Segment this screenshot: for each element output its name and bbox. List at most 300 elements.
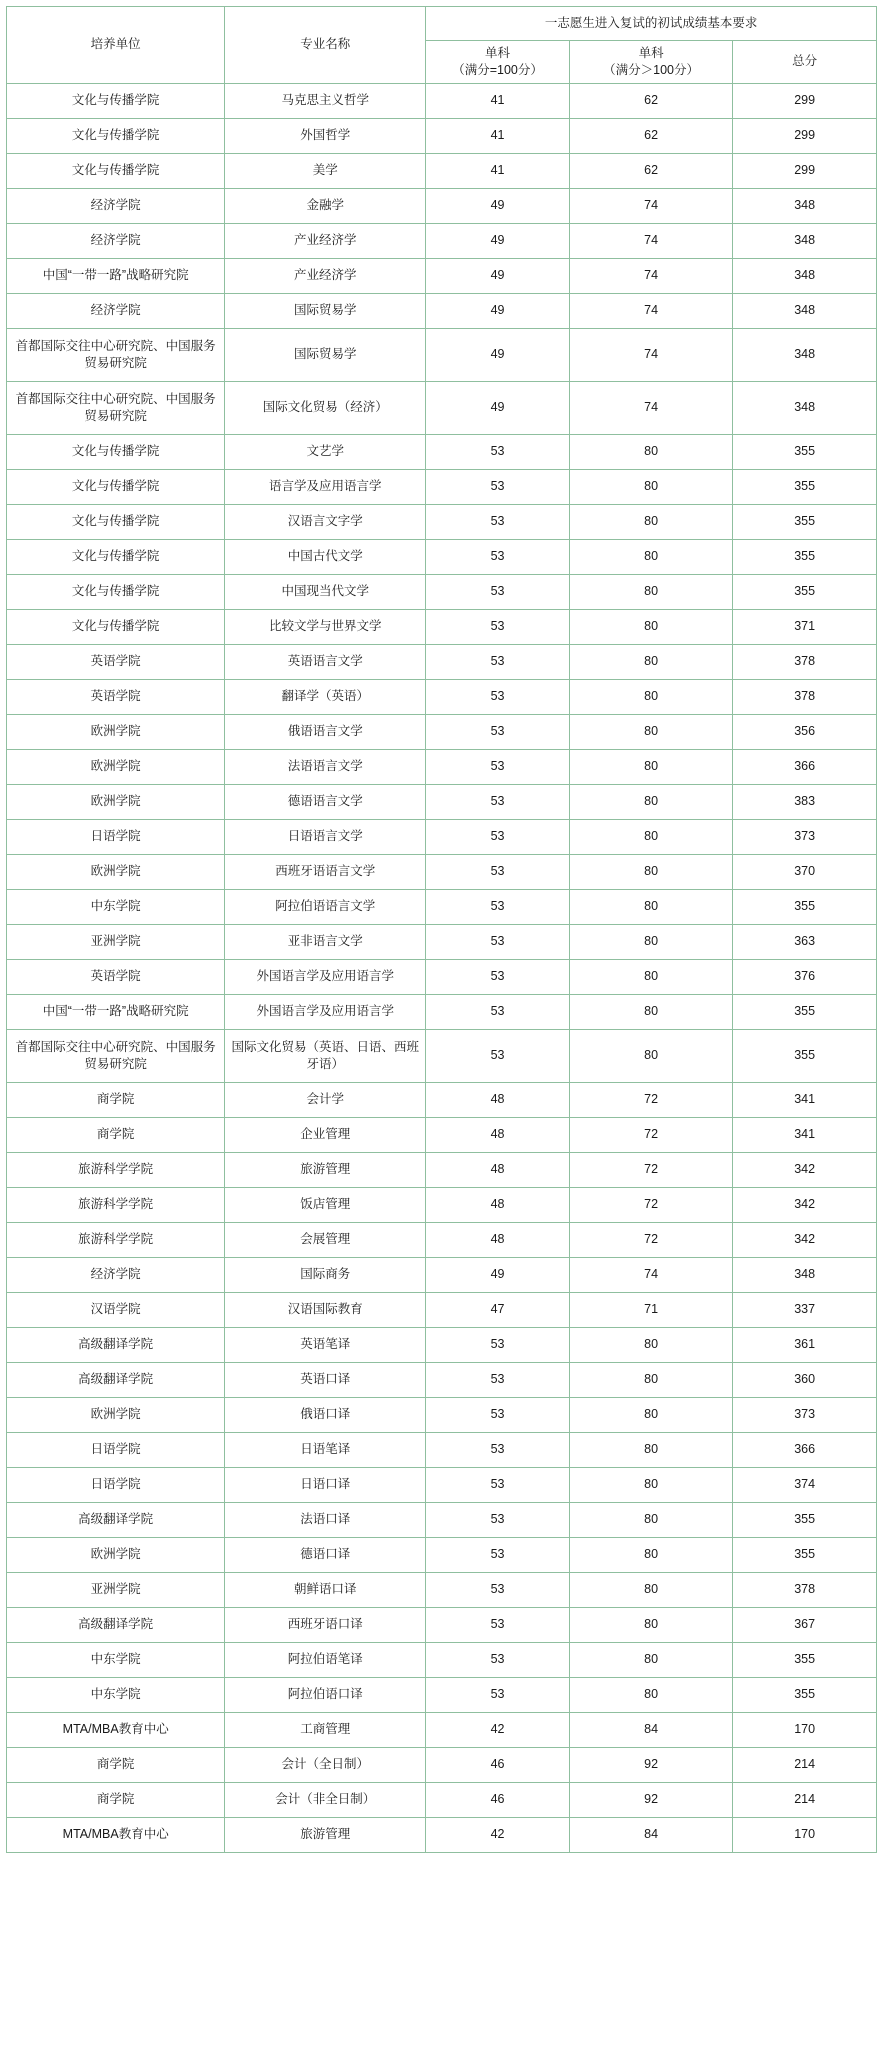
cell-single-subject-over-100: 80	[569, 994, 732, 1029]
table-row	[7, 1117, 877, 1152]
table-row	[7, 223, 877, 258]
cell-single-subject-100: 53	[426, 784, 570, 819]
cell-total: 341	[733, 1082, 877, 1117]
cell-total: 214	[733, 1747, 877, 1782]
table-row	[7, 1677, 877, 1712]
cell-unit: 经济学院	[7, 293, 225, 328]
cell-single-subject-100: 49	[426, 328, 570, 381]
cell-total: 214	[733, 1782, 877, 1817]
table-row	[7, 1327, 877, 1362]
cell-single-subject-over-100: 80	[569, 644, 732, 679]
cell-single-subject-100: 49	[426, 1257, 570, 1292]
cell-unit: 欧洲学院	[7, 784, 225, 819]
cell-single-subject-over-100: 80	[569, 574, 732, 609]
cell-major: 国际文化贸易（英语、日语、西班牙语）	[225, 1029, 426, 1082]
table-row	[7, 381, 877, 434]
cell-single-subject-over-100: 74	[569, 188, 732, 223]
cell-unit: 英语学院	[7, 959, 225, 994]
cell-single-subject-100: 53	[426, 539, 570, 574]
cell-total: 371	[733, 609, 877, 644]
cell-single-subject-over-100: 80	[569, 784, 732, 819]
cell-unit: 英语学院	[7, 644, 225, 679]
table-row	[7, 574, 877, 609]
cell-total: 342	[733, 1187, 877, 1222]
score-requirements-table	[6, 6, 877, 1853]
cell-total: 373	[733, 819, 877, 854]
cell-major: 国际贸易学	[225, 293, 426, 328]
table-body	[7, 83, 877, 1852]
cell-major: 企业管理	[225, 1117, 426, 1152]
cell-single-subject-over-100: 80	[569, 434, 732, 469]
cell-single-subject-over-100: 80	[569, 1677, 732, 1712]
cell-total: 373	[733, 1397, 877, 1432]
table-row	[7, 258, 877, 293]
table-row	[7, 1222, 877, 1257]
table-row	[7, 1712, 877, 1747]
cell-major: 翻译学（英语）	[225, 679, 426, 714]
cell-unit: 文化与传播学院	[7, 574, 225, 609]
cell-single-subject-100: 53	[426, 644, 570, 679]
cell-major: 国际商务	[225, 1257, 426, 1292]
cell-unit: 高级翻译学院	[7, 1607, 225, 1642]
cell-major: 朝鲜语口译	[225, 1572, 426, 1607]
cell-single-subject-over-100: 80	[569, 959, 732, 994]
cell-single-subject-100: 41	[426, 118, 570, 153]
table-row	[7, 1152, 877, 1187]
cell-single-subject-100: 53	[426, 1029, 570, 1082]
cell-single-subject-over-100: 80	[569, 679, 732, 714]
cell-major: 马克思主义哲学	[225, 83, 426, 118]
cell-unit: 欧洲学院	[7, 1397, 225, 1432]
cell-single-subject-100: 48	[426, 1152, 570, 1187]
cell-total: 348	[733, 293, 877, 328]
cell-single-subject-100: 49	[426, 258, 570, 293]
cell-major: 西班牙语语言文学	[225, 854, 426, 889]
cell-single-subject-over-100: 62	[569, 83, 732, 118]
cell-single-subject-100: 53	[426, 1397, 570, 1432]
cell-unit: 旅游科学学院	[7, 1222, 225, 1257]
cell-single-subject-100: 53	[426, 854, 570, 889]
table-row	[7, 1817, 877, 1852]
cell-single-subject-100: 53	[426, 994, 570, 1029]
cell-single-subject-100: 53	[426, 959, 570, 994]
cell-single-subject-100: 42	[426, 1712, 570, 1747]
cell-unit: 日语学院	[7, 1467, 225, 1502]
cell-single-subject-100: 53	[426, 1432, 570, 1467]
cell-single-subject-over-100: 71	[569, 1292, 732, 1327]
cell-single-subject-over-100: 72	[569, 1187, 732, 1222]
cell-major: 比较文学与世界文学	[225, 609, 426, 644]
cell-major: 语言学及应用语言学	[225, 469, 426, 504]
cell-major: 西班牙语口译	[225, 1607, 426, 1642]
cell-unit: 日语学院	[7, 819, 225, 854]
cell-unit: 文化与传播学院	[7, 83, 225, 118]
cell-single-subject-over-100: 80	[569, 1467, 732, 1502]
cell-major: 产业经济学	[225, 258, 426, 293]
cell-single-subject-over-100: 74	[569, 1257, 732, 1292]
cell-single-subject-over-100: 92	[569, 1747, 732, 1782]
table-row	[7, 1397, 877, 1432]
cell-major: 俄语口译	[225, 1397, 426, 1432]
cell-single-subject-over-100: 74	[569, 328, 732, 381]
cell-major: 会计学	[225, 1082, 426, 1117]
cell-total: 355	[733, 434, 877, 469]
table-row	[7, 1747, 877, 1782]
cell-single-subject-over-100: 80	[569, 1397, 732, 1432]
cell-major: 国际贸易学	[225, 328, 426, 381]
table-row	[7, 1782, 877, 1817]
cell-single-subject-over-100: 74	[569, 258, 732, 293]
cell-major: 美学	[225, 153, 426, 188]
cell-total: 361	[733, 1327, 877, 1362]
column-header-single-subject-over-100	[569, 41, 732, 84]
cell-unit: MTA/MBA教育中心	[7, 1817, 225, 1852]
table-row	[7, 819, 877, 854]
cell-single-subject-100: 53	[426, 609, 570, 644]
cell-total: 355	[733, 504, 877, 539]
cell-unit: 首都国际交往中心研究院、中国服务贸易研究院	[7, 328, 225, 381]
cell-single-subject-over-100: 80	[569, 714, 732, 749]
cell-single-subject-100: 53	[426, 679, 570, 714]
cell-major: 德语语言文学	[225, 784, 426, 819]
cell-single-subject-over-100: 72	[569, 1152, 732, 1187]
cell-unit: 经济学院	[7, 188, 225, 223]
cell-single-subject-over-100: 74	[569, 223, 732, 258]
cell-single-subject-100: 48	[426, 1222, 570, 1257]
cell-single-subject-over-100: 80	[569, 539, 732, 574]
cell-single-subject-over-100: 80	[569, 1029, 732, 1082]
cell-single-subject-over-100: 62	[569, 118, 732, 153]
cell-unit: 文化与传播学院	[7, 469, 225, 504]
cell-major: 汉语国际教育	[225, 1292, 426, 1327]
cell-single-subject-100: 46	[426, 1782, 570, 1817]
cell-single-subject-over-100: 80	[569, 1502, 732, 1537]
cell-major: 国际文化贸易（经济）	[225, 381, 426, 434]
cell-unit: 商学院	[7, 1747, 225, 1782]
cell-total: 348	[733, 223, 877, 258]
cell-single-subject-100: 53	[426, 1537, 570, 1572]
cell-major: 外国语言学及应用语言学	[225, 959, 426, 994]
cell-single-subject-over-100: 80	[569, 1572, 732, 1607]
cell-total: 355	[733, 1502, 877, 1537]
cell-total: 355	[733, 1642, 877, 1677]
cell-total: 299	[733, 83, 877, 118]
cell-unit: 文化与传播学院	[7, 539, 225, 574]
cell-single-subject-100: 41	[426, 153, 570, 188]
cell-single-subject-100: 48	[426, 1187, 570, 1222]
cell-major: 中国现当代文学	[225, 574, 426, 609]
table-row	[7, 83, 877, 118]
header-row-group	[7, 7, 877, 41]
cell-total: 355	[733, 574, 877, 609]
cell-unit: 商学院	[7, 1782, 225, 1817]
single-subject-100-line1: 单科	[485, 46, 511, 60]
cell-single-subject-over-100: 92	[569, 1782, 732, 1817]
column-header-major: 专业名称	[225, 7, 426, 84]
table-row	[7, 1187, 877, 1222]
cell-single-subject-over-100: 80	[569, 1362, 732, 1397]
cell-single-subject-over-100: 84	[569, 1817, 732, 1852]
cell-unit: 亚洲学院	[7, 1572, 225, 1607]
table-row	[7, 1362, 877, 1397]
cell-total: 383	[733, 784, 877, 819]
cell-unit: 中东学院	[7, 1642, 225, 1677]
cell-single-subject-100: 53	[426, 469, 570, 504]
cell-total: 355	[733, 1677, 877, 1712]
cell-total: 367	[733, 1607, 877, 1642]
cell-unit: 文化与传播学院	[7, 504, 225, 539]
cell-unit: 首都国际交往中心研究院、中国服务贸易研究院	[7, 381, 225, 434]
cell-single-subject-100: 48	[426, 1082, 570, 1117]
cell-single-subject-100: 53	[426, 504, 570, 539]
cell-single-subject-over-100: 80	[569, 504, 732, 539]
cell-total: 374	[733, 1467, 877, 1502]
cell-major: 日语语言文学	[225, 819, 426, 854]
cell-major: 饭店管理	[225, 1187, 426, 1222]
cell-single-subject-over-100: 80	[569, 1607, 732, 1642]
cell-major: 德语口译	[225, 1537, 426, 1572]
cell-single-subject-100: 53	[426, 924, 570, 959]
cell-total: 342	[733, 1222, 877, 1257]
cell-total: 170	[733, 1817, 877, 1852]
cell-total: 363	[733, 924, 877, 959]
cell-major: 英语语言文学	[225, 644, 426, 679]
cell-unit: 经济学院	[7, 1257, 225, 1292]
cell-total: 378	[733, 1572, 877, 1607]
table-row	[7, 959, 877, 994]
column-header-unit: 培养单位	[7, 7, 225, 84]
table-row	[7, 784, 877, 819]
cell-unit: 文化与传播学院	[7, 609, 225, 644]
cell-major: 金融学	[225, 188, 426, 223]
table-row	[7, 679, 877, 714]
cell-unit: 旅游科学学院	[7, 1187, 225, 1222]
cell-unit: 高级翻译学院	[7, 1502, 225, 1537]
table-row	[7, 293, 877, 328]
cell-unit: 欧洲学院	[7, 1537, 225, 1572]
single-subject-over-100-line1: 单科	[638, 46, 664, 60]
cell-major: 工商管理	[225, 1712, 426, 1747]
cell-single-subject-100: 53	[426, 574, 570, 609]
cell-total: 366	[733, 1432, 877, 1467]
cell-unit: MTA/MBA教育中心	[7, 1712, 225, 1747]
cell-single-subject-100: 49	[426, 223, 570, 258]
cell-single-subject-over-100: 80	[569, 854, 732, 889]
table-header	[7, 7, 877, 84]
cell-major: 法语语言文学	[225, 749, 426, 784]
cell-major: 阿拉伯语语言文学	[225, 889, 426, 924]
cell-total: 366	[733, 749, 877, 784]
cell-total: 370	[733, 854, 877, 889]
cell-unit: 日语学院	[7, 1432, 225, 1467]
cell-unit: 汉语学院	[7, 1292, 225, 1327]
cell-unit: 欧洲学院	[7, 749, 225, 784]
cell-single-subject-over-100: 74	[569, 293, 732, 328]
table-row	[7, 153, 877, 188]
cell-single-subject-over-100: 84	[569, 1712, 732, 1747]
cell-major: 日语口译	[225, 1467, 426, 1502]
single-subject-over-100-line2: （满分＞100分）	[603, 62, 700, 77]
column-header-group-requirement: 一志愿生进入复试的初试成绩基本要求	[426, 7, 877, 41]
cell-unit: 中国“一带一路”战略研究院	[7, 258, 225, 293]
cell-major: 亚非语言文学	[225, 924, 426, 959]
cell-total: 355	[733, 469, 877, 504]
cell-total: 348	[733, 381, 877, 434]
cell-single-subject-over-100: 80	[569, 609, 732, 644]
cell-major: 英语口译	[225, 1362, 426, 1397]
cell-single-subject-over-100: 72	[569, 1117, 732, 1152]
cell-total: 348	[733, 258, 877, 293]
cell-unit: 商学院	[7, 1117, 225, 1152]
cell-major: 会计（全日制）	[225, 1747, 426, 1782]
cell-total: 355	[733, 994, 877, 1029]
cell-single-subject-over-100: 80	[569, 1432, 732, 1467]
cell-single-subject-over-100: 74	[569, 381, 732, 434]
cell-major: 英语笔译	[225, 1327, 426, 1362]
table-row	[7, 714, 877, 749]
cell-single-subject-100: 48	[426, 1117, 570, 1152]
cell-single-subject-over-100: 80	[569, 1642, 732, 1677]
cell-single-subject-100: 49	[426, 381, 570, 434]
table-row	[7, 1607, 877, 1642]
table-row	[7, 1572, 877, 1607]
cell-single-subject-100: 53	[426, 1467, 570, 1502]
table-row	[7, 1642, 877, 1677]
table-row	[7, 1537, 877, 1572]
cell-unit: 亚洲学院	[7, 924, 225, 959]
cell-unit: 中国“一带一路”战略研究院	[7, 994, 225, 1029]
cell-single-subject-over-100: 80	[569, 889, 732, 924]
cell-total: 299	[733, 118, 877, 153]
cell-unit: 经济学院	[7, 223, 225, 258]
cell-total: 342	[733, 1152, 877, 1187]
cell-single-subject-100: 53	[426, 1642, 570, 1677]
cell-single-subject-over-100: 80	[569, 1327, 732, 1362]
cell-single-subject-100: 53	[426, 889, 570, 924]
table-row	[7, 539, 877, 574]
table-row	[7, 1082, 877, 1117]
cell-major: 旅游管理	[225, 1152, 426, 1187]
table-row	[7, 1467, 877, 1502]
cell-total: 356	[733, 714, 877, 749]
table-row	[7, 749, 877, 784]
cell-unit: 欧洲学院	[7, 854, 225, 889]
table-row	[7, 889, 877, 924]
table-row	[7, 1432, 877, 1467]
cell-total: 299	[733, 153, 877, 188]
table-row	[7, 504, 877, 539]
cell-single-subject-100: 53	[426, 1327, 570, 1362]
table-row	[7, 188, 877, 223]
table-row	[7, 328, 877, 381]
cell-unit: 欧洲学院	[7, 714, 225, 749]
cell-unit: 高级翻译学院	[7, 1327, 225, 1362]
cell-total: 170	[733, 1712, 877, 1747]
cell-single-subject-100: 53	[426, 1502, 570, 1537]
cell-single-subject-100: 53	[426, 819, 570, 854]
cell-major: 日语笔译	[225, 1432, 426, 1467]
cell-total: 355	[733, 1029, 877, 1082]
cell-single-subject-over-100: 80	[569, 749, 732, 784]
cell-major: 会展管理	[225, 1222, 426, 1257]
cell-unit: 文化与传播学院	[7, 434, 225, 469]
cell-major: 外国哲学	[225, 118, 426, 153]
cell-major: 会计（非全日制）	[225, 1782, 426, 1817]
cell-total: 348	[733, 188, 877, 223]
cell-single-subject-over-100: 72	[569, 1082, 732, 1117]
table-row	[7, 434, 877, 469]
cell-single-subject-100: 42	[426, 1817, 570, 1852]
cell-major: 旅游管理	[225, 1817, 426, 1852]
cell-single-subject-over-100: 80	[569, 819, 732, 854]
cell-single-subject-over-100: 80	[569, 469, 732, 504]
cell-total: 348	[733, 328, 877, 381]
cell-unit: 文化与传播学院	[7, 153, 225, 188]
cell-major: 文艺学	[225, 434, 426, 469]
cell-major: 俄语语言文学	[225, 714, 426, 749]
cell-unit: 英语学院	[7, 679, 225, 714]
cell-major: 产业经济学	[225, 223, 426, 258]
cell-single-subject-over-100: 80	[569, 924, 732, 959]
table-row	[7, 1502, 877, 1537]
cell-total: 337	[733, 1292, 877, 1327]
cell-total: 360	[733, 1362, 877, 1397]
table-row	[7, 644, 877, 679]
cell-unit: 首都国际交往中心研究院、中国服务贸易研究院	[7, 1029, 225, 1082]
column-header-total: 总分	[733, 41, 877, 84]
cell-unit: 中东学院	[7, 1677, 225, 1712]
table-row	[7, 854, 877, 889]
table-row	[7, 994, 877, 1029]
cell-major: 法语口译	[225, 1502, 426, 1537]
table-row	[7, 1029, 877, 1082]
cell-major: 汉语言文字学	[225, 504, 426, 539]
cell-total: 355	[733, 889, 877, 924]
cell-single-subject-100: 53	[426, 1607, 570, 1642]
cell-single-subject-100: 46	[426, 1747, 570, 1782]
cell-single-subject-100: 47	[426, 1292, 570, 1327]
column-header-single-subject-100	[426, 41, 570, 84]
cell-total: 378	[733, 679, 877, 714]
cell-single-subject-100: 53	[426, 434, 570, 469]
table-row	[7, 118, 877, 153]
cell-unit: 高级翻译学院	[7, 1362, 225, 1397]
table-row	[7, 1292, 877, 1327]
cell-total: 348	[733, 1257, 877, 1292]
single-subject-100-line2: （满分=100分）	[452, 62, 543, 77]
cell-major: 阿拉伯语笔译	[225, 1642, 426, 1677]
cell-single-subject-100: 41	[426, 83, 570, 118]
table-row	[7, 1257, 877, 1292]
cell-unit: 中东学院	[7, 889, 225, 924]
cell-unit: 商学院	[7, 1082, 225, 1117]
cell-single-subject-100: 53	[426, 1677, 570, 1712]
cell-single-subject-100: 53	[426, 1572, 570, 1607]
cell-single-subject-over-100: 80	[569, 1537, 732, 1572]
cell-single-subject-over-100: 72	[569, 1222, 732, 1257]
cell-single-subject-100: 53	[426, 1362, 570, 1397]
cell-single-subject-100: 53	[426, 749, 570, 784]
cell-major: 阿拉伯语口译	[225, 1677, 426, 1712]
cell-major: 中国古代文学	[225, 539, 426, 574]
cell-single-subject-over-100: 62	[569, 153, 732, 188]
cell-single-subject-100: 49	[426, 188, 570, 223]
cell-total: 376	[733, 959, 877, 994]
cell-major: 外国语言学及应用语言学	[225, 994, 426, 1029]
cell-total: 355	[733, 539, 877, 574]
table-row	[7, 924, 877, 959]
table-row	[7, 609, 877, 644]
